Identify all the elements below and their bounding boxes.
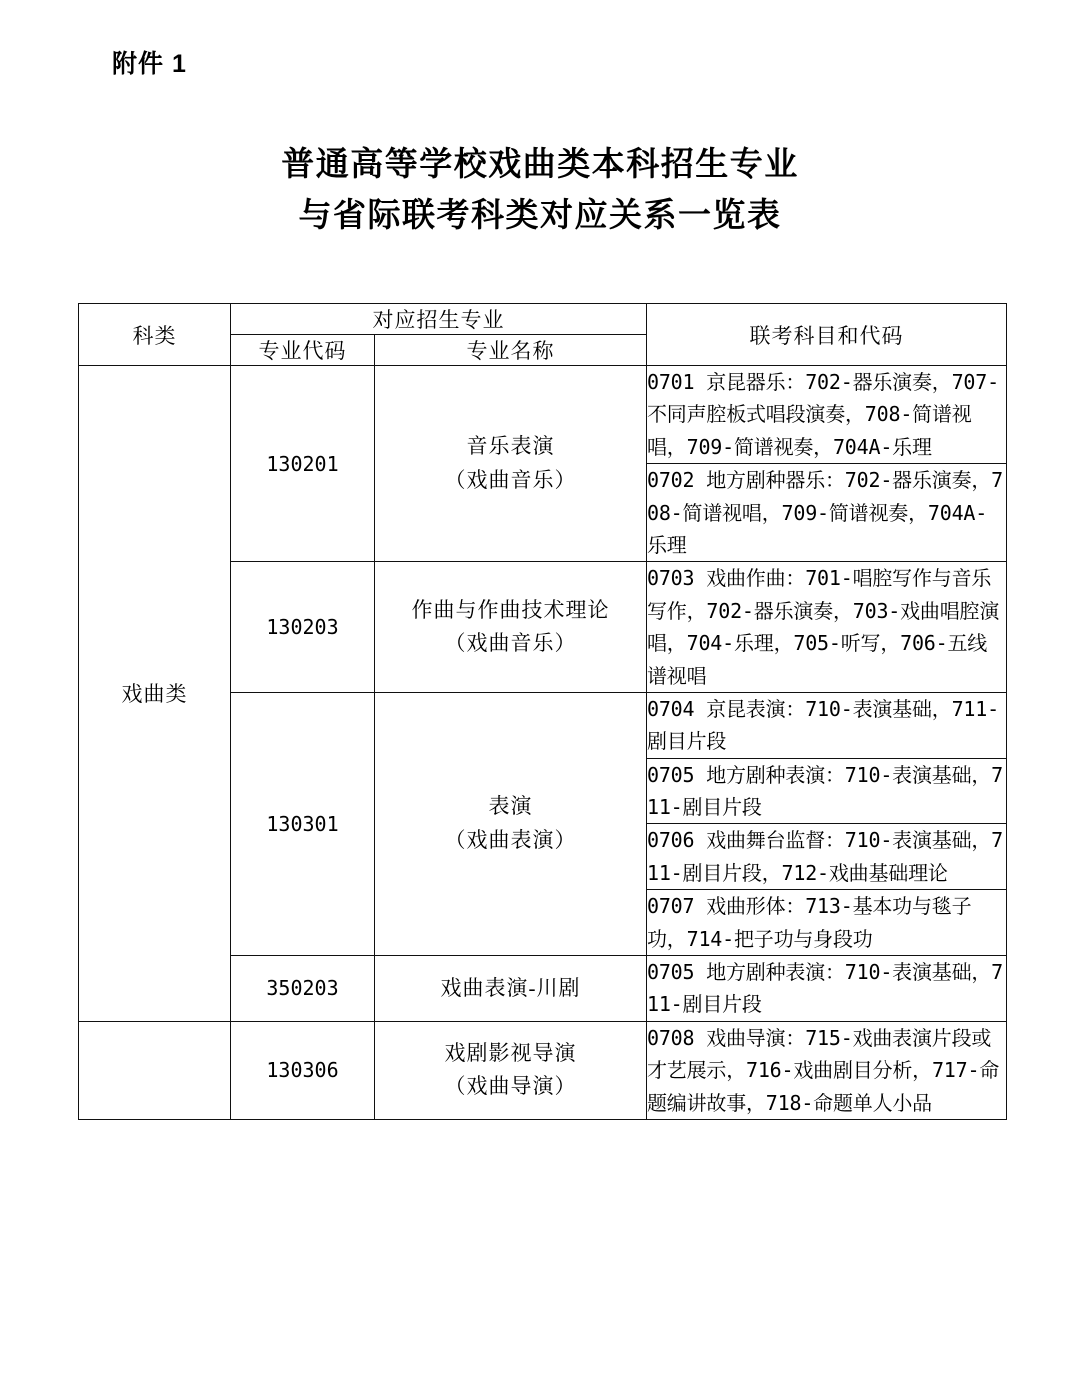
- major-name-sub: （戏曲表演）: [444, 827, 577, 852]
- table-row: [79, 1021, 1007, 1119]
- cell-category-continued: [79, 1021, 231, 1119]
- major-name-sub: （戏曲音乐）: [444, 631, 577, 656]
- majors-subjects-table: [78, 303, 1007, 1120]
- cell-major-code: 350203: [231, 956, 375, 1022]
- cell-subjects: 0708 戏曲导演：715-戏曲表演片段或才艺展示，716-戏曲剧目分析，717-命题编讲故事，718-命题单人小品: [647, 1021, 1007, 1119]
- cell-subjects: 0705 地方剧种表演：710-表演基础，711-剧目片段: [647, 956, 1007, 1022]
- cell-major-name: [375, 956, 647, 1022]
- cell-major-code: 130201: [231, 366, 375, 562]
- page-title-line1: 普通高等学校戏曲类本科招生专业: [281, 147, 799, 183]
- cell-subjects: 0706 戏曲舞台监督：710-表演基础，711-剧目片段，712-戏曲基础理论: [647, 824, 1007, 890]
- major-name-main: 戏曲表演-川剧: [440, 975, 581, 1000]
- cell-subjects: 0703 戏曲作曲：701-唱腔写作与音乐写作，702-器乐演奏，703-戏曲唱腔演唱，704-乐理，705-听写，706-五线谱视唱: [647, 562, 1007, 693]
- major-name-main: 戏剧影视导演: [444, 1040, 577, 1065]
- cell-major-code: 130301: [231, 692, 375, 955]
- cell-subjects: 0707 戏曲形体：713-基本功与毯子功，714-把子功与身段功: [647, 890, 1007, 956]
- page-title: [0, 140, 1080, 242]
- cell-major-name: [375, 1021, 647, 1119]
- major-name-main: 音乐表演: [466, 434, 555, 459]
- cell-major-code: 130306: [231, 1021, 375, 1119]
- major-name-main: 作曲与作曲技术理论: [411, 597, 610, 622]
- header-subjects: 联考科目和代码: [647, 304, 1007, 366]
- table-row: [79, 366, 1007, 464]
- attachment-label: 附件 1: [112, 50, 187, 78]
- header-major-name: 专业名称: [375, 335, 647, 366]
- page-title-line2: 与省际联考科类对应关系一览表: [298, 198, 782, 235]
- table-header-row: [79, 304, 1007, 335]
- cell-category: 戏曲类: [79, 366, 231, 1022]
- header-majors-group: 对应招生专业: [231, 304, 647, 335]
- cell-major-name: [375, 692, 647, 955]
- cell-subjects: 0702 地方剧种器乐：702-器乐演奏，708-简谱视唱，709-简谱视奏，704A-乐理: [647, 464, 1007, 562]
- major-name-sub: （戏曲音乐）: [444, 467, 577, 492]
- header-major-code: 专业代码: [231, 335, 375, 366]
- cell-subjects: 0701 京昆器乐：702-器乐演奏，707-不同声腔板式唱段演奏，708-简谱视唱，709-简谱视奏，704A-乐理: [647, 366, 1007, 464]
- header-category: 科类: [79, 304, 231, 366]
- cell-major-name: [375, 562, 647, 693]
- cell-subjects: 0704 京昆表演：710-表演基础，711-剧目片段: [647, 692, 1007, 758]
- cell-subjects: 0705 地方剧种表演：710-表演基础，711-剧目片段: [647, 758, 1007, 824]
- major-name-sub: （戏曲导演）: [444, 1074, 577, 1099]
- cell-major-name: [375, 366, 647, 562]
- cell-major-code: 130203: [231, 562, 375, 693]
- major-name-main: 表演: [488, 794, 533, 819]
